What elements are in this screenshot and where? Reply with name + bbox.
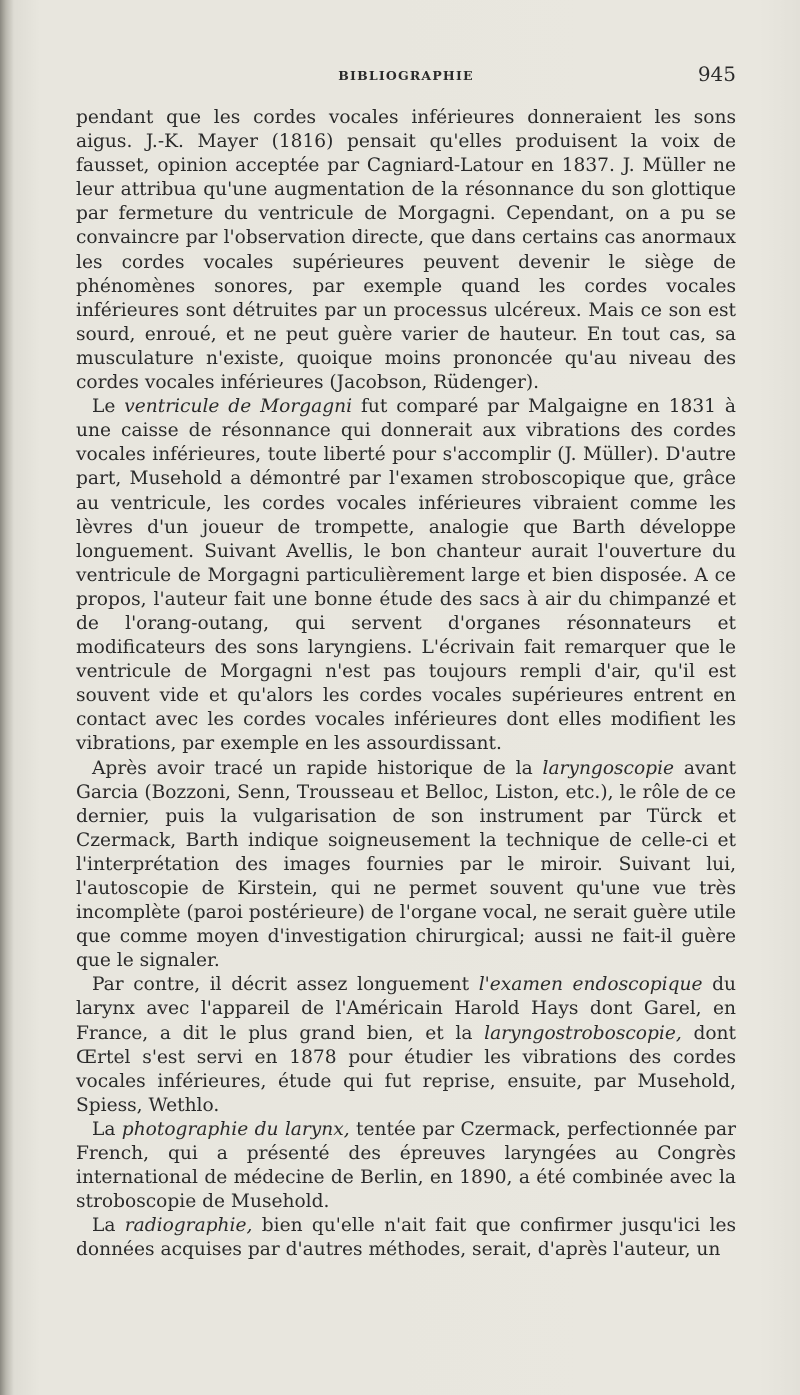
page-header xyxy=(76,62,736,90)
text-run: bien qu'elle n'ait fait que confirmer jusqu'ici les données acquises par d'autres méthodes, serait, d'après l'auteur, un xyxy=(76,1215,737,1261)
text-run: pendant que les cordes vocales inférieures donneraient les sons aigus. J.-K. Mayer (1816) pensait qu'elles produisent la voix de fausset, opinion acceptée par Cagniard-Latour en 1837. J. Müller ne leur attribua qu'une augmentation de la résonnance du son glottique par fermeture du ventricule de Morgagni. Cependant, on a pu se convaincre par l'observation directe, que dans certains cas anormaux les cordes vocales supérieures peuvent devenir le siège de phénomènes sonores, par exemple quand les cordes vocales inférieures sont détruites par un processus ulcéreux. Mais ce son est sourd, enroué, et ne peut guère varier de hauteur. En tout cas, sa musculature n'existe, quoique moins prononcée qu'au niveau des cordes vocales inférieures (Jacobson, Rüdenger). xyxy=(76,107,736,394)
text-run: Par contre, il décrit assez longuement xyxy=(92,974,479,996)
paragraph-3 xyxy=(76,757,736,974)
body-text xyxy=(76,106,736,1263)
text-run: Après avoir tracé un rapide historique de la xyxy=(92,757,543,779)
page-number: 945 xyxy=(697,62,736,86)
italic-term: photographie du larynx, xyxy=(121,1118,350,1140)
text-run: du larynx avec l'appareil de l'Américain Harold Hays dont Garel, en France, a dit le plus grand bien, et la xyxy=(76,974,736,1044)
text-run: avant Garcia (Bozzoni, Senn, Trousseau et Belloc, Liston, etc.), le rôle de ce dernier, puis la vulgarisation de son instrument par Türck et Czermack, Barth indique soigneusement la technique de celle-ci et l'interprétation des images fournies par le miroir. Suivant lui, l'autoscopie de Kirstein, qui ne permet souvent qu'une vue très incomplète (paroi postérieure) de l'organe vocal, ne serait guère utile que comme moyen d'investigation chirurgical; aussi ne fait-il guère que le signaler. xyxy=(76,757,736,972)
italic-term: radiographie, xyxy=(124,1215,253,1237)
text-run: La xyxy=(92,1118,122,1140)
paragraph-4 xyxy=(76,973,736,1118)
italic-term: laryngoscopie xyxy=(542,757,675,779)
text-run: fut comparé par Malgaigne en 1831 à une caisse de résonnance qui donnerait aux vibrations des cordes vocales inférieures, toute liberté pour s'accomplir (J. Müller). D'autre part, Musehold a démontré par l'examen stroboscopique que, grâce au ventricule, les cordes vocales inférieures vibraient comme les lèvres d'un joueur de trompette, analogie que Barth développe longuement. Suivant Avellis, le bon chanteur aurait l'ouverture du ventricule de Morgagni particulièrement large et bien disposée. A ce propos, l'auteur fait une bonne étude des sacs à air du chimpanzé et de l'orang-outang, qui servent d'organes résonnateurs et modificateurs des sons laryngiens. L'écrivain fait remarquer que le ventricule de Morgagni n'est pas toujours rempli d'air, qu'il est souvent vide et qu'alors les cordes vocales supérieures entrent en contact avec les cordes vocales inférieures dont elles modifient les vibrations, par exemple en les assourdissant. xyxy=(76,396,737,755)
text-run: tentée par Czermack, perfectionnée par French, qui a présenté des épreuves laryngées au Congrès international de médecine de Berlin, en 1890, a été combinée avec la stroboscopie de Musehold. xyxy=(76,1118,736,1213)
paragraph-5 xyxy=(76,1118,736,1214)
paragraph-1 xyxy=(76,106,736,395)
paragraph-2 xyxy=(76,395,736,756)
text-run: Le xyxy=(92,396,125,418)
italic-term: ventricule de Morgagni xyxy=(124,396,353,418)
text-run: dont Œrtel s'est servi en 1878 pour étudier les vibrations des cordes vocales inférieures, étude qui fut reprise, ensuite, par Musehold, Spiess, Wethlo. xyxy=(76,1022,736,1116)
italic-term: laryngostroboscopie, xyxy=(484,1022,682,1044)
text-run: La xyxy=(92,1215,125,1237)
running-title: BIBLIOGRAPHIE xyxy=(338,68,474,83)
italic-term: l'examen endoscopique xyxy=(478,974,703,996)
paragraph-6 xyxy=(76,1214,736,1262)
